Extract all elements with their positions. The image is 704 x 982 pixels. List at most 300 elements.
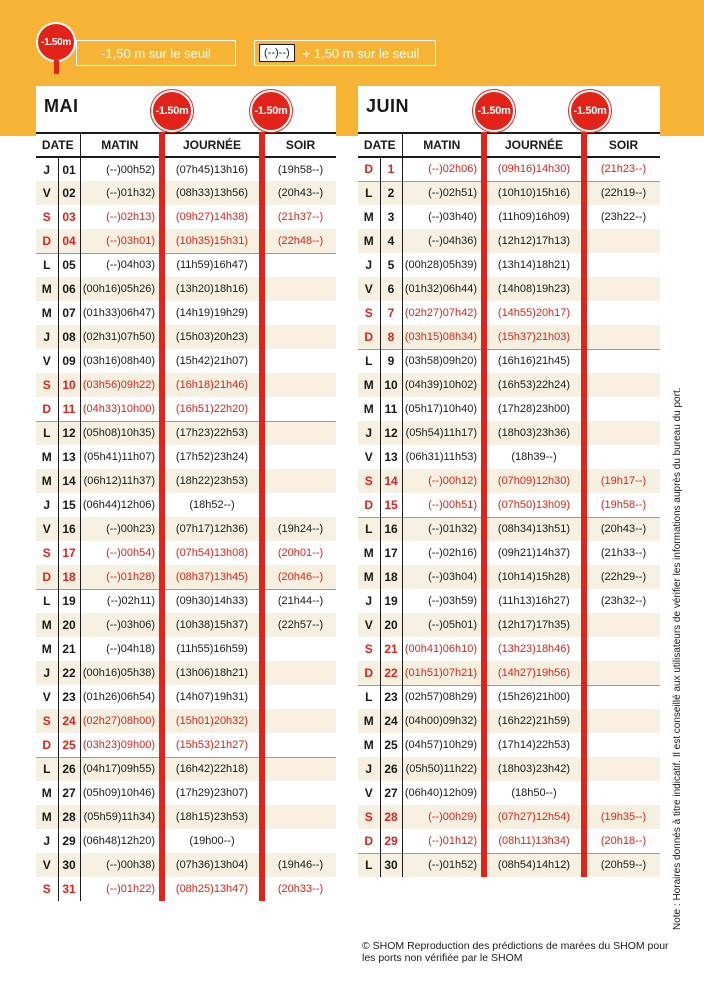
daytime-tide-cell: (13h14)18h21)	[484, 253, 584, 277]
morning-tide-cell: (--)02h11)	[80, 589, 162, 613]
table-row	[358, 469, 660, 493]
table-row	[358, 781, 660, 805]
date-cell: 1	[380, 157, 402, 181]
table-row	[36, 157, 336, 181]
evening-tide-cell	[262, 445, 336, 469]
evening-tide-cell: (19h17--)	[584, 469, 660, 493]
evening-tide-cell	[584, 325, 660, 349]
table-row	[36, 853, 336, 877]
month-title: MAI	[44, 96, 79, 116]
evening-tide-cell	[584, 781, 660, 805]
weekday-cell: J	[358, 421, 380, 445]
date-cell: 16	[58, 517, 80, 541]
evening-tide-cell	[262, 661, 336, 685]
daytime-tide-cell: (15h37)21h03)	[484, 325, 584, 349]
daytime-tide-cell: (09h27)14h38)	[162, 205, 262, 229]
date-cell: 13	[58, 445, 80, 469]
morning-tide-cell: (06h48)12h20)	[80, 829, 162, 853]
date-cell: 14	[380, 469, 402, 493]
daytime-tide-cell: (14h27)19h56)	[484, 661, 584, 685]
table-row	[36, 805, 336, 829]
evening-tide-cell: (19h58--)	[277, 163, 324, 176]
date-cell: 8	[380, 325, 402, 349]
daytime-tide-cell: (17h14)22h53)	[484, 733, 584, 757]
daytime-tide-cell: (09h21)14h37)	[484, 541, 584, 565]
daytime-tide-cell: (10h35)15h31)	[162, 229, 262, 253]
daytime-tide-cell: (13h23)18h46)	[484, 637, 584, 661]
table-row	[36, 205, 336, 229]
table-row	[358, 421, 660, 445]
table-row	[36, 685, 336, 709]
header-matin: MATIN	[402, 133, 484, 157]
morning-tide-cell: (--)00h54)	[80, 541, 162, 565]
evening-tide-cell	[584, 685, 660, 709]
table-row	[358, 805, 660, 829]
daytime-tide-cell: (18h39--)	[484, 445, 584, 469]
daytime-tide-cell: (14h08)19h23)	[484, 277, 584, 301]
weekday-cell: D	[42, 737, 52, 752]
weekday-cell: J	[358, 757, 380, 781]
evening-tide-cell	[262, 373, 336, 397]
table-row	[36, 637, 336, 661]
evening-tide-cell	[584, 637, 660, 661]
daytime-tide-cell: (15h42)21h07)	[162, 349, 262, 373]
evening-tide-cell: (21h33--)	[600, 547, 647, 559]
morning-tide-cell: (--)03h40)	[402, 205, 484, 229]
header-date: DATE	[358, 133, 402, 157]
daytime-tide-cell: (17h28)23h00)	[484, 397, 584, 421]
morning-tide-cell: (02h27)07h42)	[402, 301, 484, 325]
weekday-cell: S	[358, 469, 380, 493]
date-cell: 27	[380, 781, 402, 805]
evening-tide-cell: (20h59--)	[584, 853, 660, 877]
daytime-tide-cell: (19h00--)	[162, 829, 262, 853]
daytime-tide-cell: (08h34)13h51)	[484, 517, 584, 541]
daytime-tide-cell: (07h09)12h30)	[484, 469, 584, 493]
table-row	[36, 421, 336, 445]
evening-tide-cell: (22h29--)	[584, 565, 660, 589]
table-row	[358, 397, 660, 421]
table-row	[36, 541, 336, 565]
evening-tide-cell: (22h19--)	[584, 181, 660, 205]
morning-tide-cell: (--)04h03)	[80, 253, 162, 277]
morning-tide-cell: (01h26)06h54)	[80, 685, 162, 709]
date-cell: 09	[58, 349, 80, 373]
weekday-cell: V	[42, 690, 51, 704]
table-row	[36, 325, 336, 349]
evening-tide-cell: (20h46--)	[262, 565, 336, 589]
morning-tide-cell: (00h16)05h26)	[80, 277, 162, 301]
date-cell: 20	[58, 613, 80, 637]
copyright-notice: © SHOM Reproduction des prédictions de marées du SHOM pour les ports non vérifiée par le SHOM	[362, 940, 669, 964]
date-cell: 13	[380, 445, 402, 469]
table-row	[36, 277, 336, 301]
morning-tide-cell: (--)00h23)	[80, 517, 162, 541]
weekday-cell: S	[364, 642, 373, 656]
morning-tide-cell: (--)02h06)	[402, 157, 484, 181]
table-row	[358, 181, 660, 205]
evening-tide-cell	[584, 421, 660, 445]
date-cell: 06	[58, 277, 80, 301]
morning-tide-cell: (06h12)11h37)	[80, 469, 162, 493]
morning-tide-cell: (--)01h32)	[402, 517, 484, 541]
morning-tide-cell: (05h41)11h07)	[80, 445, 162, 469]
morning-tide-cell: (--)01h52)	[402, 853, 484, 877]
table-row	[36, 517, 336, 541]
table-row	[36, 661, 336, 685]
weekday-cell: M	[363, 738, 374, 752]
table-row	[36, 469, 336, 493]
table-row	[358, 325, 660, 349]
weekday-cell: M	[36, 613, 58, 637]
daytime-tide-cell: (07h45)13h16)	[162, 157, 262, 181]
morning-tide-cell: (--)01h28)	[80, 565, 162, 589]
weekday-cell: S	[42, 210, 51, 224]
evening-tide-cell: (19h58--)	[600, 498, 647, 511]
evening-tide-cell: (21h23--)	[600, 163, 647, 176]
weekday-cell: S	[36, 709, 58, 733]
morning-tide-cell: (--)00h38)	[80, 853, 162, 877]
table-row	[36, 829, 336, 853]
evening-tide-cell	[584, 373, 660, 397]
weekday-cell: M	[363, 402, 374, 416]
date-cell: 31	[58, 877, 80, 901]
daytime-tide-cell: (14h55)20h17)	[484, 301, 584, 325]
table-row	[358, 205, 660, 229]
weekday-cell: M	[36, 469, 58, 493]
daytime-tide-cell: (07h54)13h08)	[162, 541, 262, 565]
date-cell: 02	[58, 181, 80, 205]
daytime-tide-cell: (11h55)16h59)	[162, 637, 262, 661]
table-row	[36, 253, 336, 277]
weekday-cell: J	[43, 498, 51, 512]
weekday-cell: V	[358, 277, 380, 301]
month-panel-juin	[358, 86, 660, 926]
table-row	[358, 493, 660, 517]
table-row	[36, 301, 336, 325]
table-row	[358, 229, 660, 253]
weekday-cell: L	[36, 589, 58, 613]
evening-tide-cell	[262, 781, 336, 805]
morning-tide-cell: (--)02h16)	[402, 541, 484, 565]
morning-tide-cell: (--)03h59)	[402, 589, 484, 613]
daytime-tide-cell: (12h12)17h13)	[484, 229, 584, 253]
weekday-cell: V	[358, 613, 380, 637]
daytime-tide-cell: (09h30)14h33)	[162, 589, 262, 613]
legend-below-threshold: -1,50 m sur le seuil	[76, 40, 236, 66]
morning-tide-cell: (--)03h06)	[80, 613, 162, 637]
date-cell: 21	[58, 637, 80, 661]
date-cell: 30	[58, 853, 80, 877]
weekday-cell: V	[36, 853, 58, 877]
evening-tide-cell: (20h18--)	[600, 834, 647, 847]
daytime-tide-cell: (16h51)22h20)	[162, 397, 262, 421]
evening-tide-cell	[262, 829, 336, 853]
morning-tide-cell: (--)05h01)	[402, 613, 484, 637]
morning-tide-cell: (04h33)10h00)	[80, 397, 162, 421]
date-cell: 23	[380, 685, 402, 709]
evening-tide-cell: (20h43--)	[584, 517, 660, 541]
table-row	[358, 157, 660, 181]
evening-tide-cell	[262, 685, 336, 709]
daytime-tide-cell: (16h53)22h24)	[484, 373, 584, 397]
header-soir: SOIR	[262, 133, 336, 157]
daytime-tide-cell: (08h54)14h12)	[484, 853, 584, 877]
date-cell: 24	[380, 709, 402, 733]
table-row	[358, 853, 660, 877]
date-cell: 25	[380, 733, 402, 757]
table-row	[36, 445, 336, 469]
morning-tide-cell: (--)00h52)	[80, 157, 162, 181]
table-row	[358, 445, 660, 469]
table-row	[358, 757, 660, 781]
threshold-pin-icon-morning: -1.50m	[151, 90, 193, 132]
weekday-cell: S	[358, 805, 380, 829]
daytime-tide-cell: (15h53)21h27)	[162, 733, 262, 757]
date-cell: 23	[58, 685, 80, 709]
weekday-cell: D	[42, 401, 52, 416]
evening-tide-cell: (20h43--)	[262, 181, 336, 205]
morning-tide-cell: (00h16)05h38)	[80, 661, 162, 685]
date-cell: 26	[380, 757, 402, 781]
table-row	[358, 685, 660, 709]
table-row	[358, 541, 660, 565]
morning-tide-cell: (--)00h29)	[402, 805, 484, 829]
morning-tide-cell: (03h23)09h00)	[80, 733, 162, 757]
date-cell: 12	[380, 421, 402, 445]
legend-above-label: + 1,50 m sur le seuil	[302, 45, 420, 61]
weekday-cell: J	[36, 325, 58, 349]
date-cell: 6	[380, 277, 402, 301]
table-row	[36, 349, 336, 373]
date-cell: 21	[380, 637, 402, 661]
table-row	[358, 589, 660, 613]
legend-pin-icon: -1.50m	[36, 22, 76, 62]
daytime-tide-cell: (18h15)23h53)	[162, 805, 262, 829]
evening-tide-cell	[262, 421, 336, 445]
morning-tide-cell: (--)03h04)	[402, 565, 484, 589]
date-cell: 27	[58, 781, 80, 805]
weekday-cell: D	[36, 565, 58, 589]
table-row	[36, 733, 336, 757]
table-row	[36, 181, 336, 205]
legend-pin-stem	[54, 60, 59, 74]
date-cell: 29	[58, 829, 80, 853]
daytime-tide-cell: (13h06)18h21)	[162, 661, 262, 685]
evening-tide-cell: (23h32--)	[600, 595, 647, 607]
evening-tide-cell	[584, 277, 660, 301]
date-cell: 18	[380, 565, 402, 589]
weekday-cell: J	[365, 258, 373, 272]
evening-tide-cell	[584, 661, 660, 685]
weekday-cell: L	[36, 757, 58, 781]
morning-tide-cell: (--)01h12)	[402, 829, 484, 853]
evening-tide-cell: (20h33--)	[277, 883, 324, 895]
daytime-tide-cell: (17h29)23h07)	[162, 781, 262, 805]
evening-tide-cell	[584, 757, 660, 781]
date-cell: 04	[58, 229, 80, 253]
date-cell: 3	[380, 205, 402, 229]
table-row	[36, 613, 336, 637]
daytime-tide-cell: (18h22)23h53)	[162, 469, 262, 493]
daytime-tide-cell: (12h17)17h35)	[484, 613, 584, 637]
weekday-cell: M	[36, 277, 58, 301]
evening-tide-cell	[262, 301, 336, 325]
date-cell: 24	[58, 709, 80, 733]
daytime-tide-cell: (07h17)12h36)	[162, 517, 262, 541]
evening-tide-cell: (21h44--)	[262, 589, 336, 613]
evening-tide-cell	[262, 253, 336, 277]
morning-tide-cell: (--)01h22)	[80, 877, 162, 901]
weekday-cell: D	[364, 833, 374, 848]
morning-tide-cell: (01h32)06h44)	[402, 277, 484, 301]
table-header-row	[36, 133, 336, 157]
daytime-tide-cell: (08h37)13h45)	[162, 565, 262, 589]
weekday-cell: S	[36, 373, 58, 397]
evening-tide-cell	[262, 325, 336, 349]
morning-tide-cell: (--)00h51)	[402, 493, 484, 517]
daytime-tide-cell: (08h33)13h56)	[162, 181, 262, 205]
weekday-cell: D	[364, 162, 374, 177]
evening-tide-cell	[584, 709, 660, 733]
evening-tide-cell: (21h37--)	[277, 211, 324, 223]
evening-tide-cell	[262, 757, 336, 781]
threshold-pin-icon-day: -1.50m	[250, 90, 292, 132]
table-row	[358, 277, 660, 301]
morning-tide-cell: (04h00)09h32)	[402, 709, 484, 733]
side-note: Note : Horaires donnés à titre indicatif. Il est conseillé aux utilisateurs de vérifier les informations auprès du bureau du port.	[672, 387, 683, 930]
evening-tide-cell	[262, 277, 336, 301]
morning-tide-cell: (05h59)11h34)	[80, 805, 162, 829]
date-cell: 22	[380, 661, 402, 685]
evening-tide-cell: (23h22--)	[600, 211, 647, 223]
daytime-tide-cell: (18h03)23h36)	[484, 421, 584, 445]
evening-tide-cell	[262, 397, 336, 421]
tide-table	[358, 132, 660, 877]
weekday-cell: J	[365, 594, 373, 608]
date-cell: 11	[58, 397, 80, 421]
evening-tide-cell: (22h57--)	[262, 613, 336, 637]
weekday-cell: L	[358, 685, 380, 709]
weekday-cell: J	[43, 162, 51, 177]
morning-tide-cell: (03h58)09h20)	[402, 349, 484, 373]
month-title: JUIN	[366, 96, 410, 116]
morning-tide-cell: (02h57)08h29)	[402, 685, 484, 709]
morning-tide-cell: (06h44)12h06)	[80, 493, 162, 517]
daytime-tide-cell: (08h25)13h47)	[162, 877, 262, 901]
weekday-cell: M	[358, 373, 380, 397]
date-cell: 17	[380, 541, 402, 565]
morning-tide-cell: (00h41)06h10)	[402, 637, 484, 661]
date-cell: 03	[58, 205, 80, 229]
table-row	[36, 565, 336, 589]
evening-tide-cell	[584, 229, 660, 253]
evening-tide-cell	[262, 709, 336, 733]
weekday-cell: V	[36, 517, 58, 541]
weekday-cell: M	[363, 210, 374, 224]
table-row	[36, 589, 336, 613]
weekday-cell: M	[41, 450, 52, 464]
evening-tide-cell	[262, 493, 336, 517]
evening-tide-cell	[262, 733, 336, 757]
date-cell: 2	[380, 181, 402, 205]
table-row	[36, 709, 336, 733]
table-header-row	[358, 133, 660, 157]
table-row	[358, 613, 660, 637]
daytime-tide-cell: (11h13)16h27)	[484, 589, 584, 613]
evening-tide-cell	[584, 613, 660, 637]
weekday-cell: J	[43, 834, 51, 848]
date-cell: 15	[58, 493, 80, 517]
table-row	[358, 709, 660, 733]
table-row	[36, 373, 336, 397]
date-cell: 14	[58, 469, 80, 493]
weekday-cell: V	[364, 786, 373, 800]
table-row	[358, 829, 660, 853]
daytime-tide-cell: (15h03)20h23)	[162, 325, 262, 349]
morning-tide-cell: (--)04h18)	[80, 637, 162, 661]
weekday-cell: D	[36, 229, 58, 253]
table-row	[36, 493, 336, 517]
morning-tide-cell: (04h39)10h02)	[402, 373, 484, 397]
evening-tide-cell: (19h35--)	[584, 805, 660, 829]
weekday-cell: D	[358, 325, 380, 349]
weekday-cell: M	[41, 306, 52, 320]
morning-tide-cell: (05h50)11h22)	[402, 757, 484, 781]
table-row	[36, 757, 336, 781]
header-soir: SOIR	[584, 133, 660, 157]
daytime-tide-cell: (10h14)15h28)	[484, 565, 584, 589]
evening-tide-cell	[262, 805, 336, 829]
date-cell: 11	[380, 397, 402, 421]
weekday-cell: M	[41, 642, 52, 656]
date-cell: 28	[380, 805, 402, 829]
table-row	[358, 661, 660, 685]
weekday-cell: M	[358, 709, 380, 733]
morning-tide-cell: (--)03h01)	[80, 229, 162, 253]
date-cell: 08	[58, 325, 80, 349]
weekday-cell: L	[36, 253, 58, 277]
morning-tide-cell: (04h57)10h29)	[402, 733, 484, 757]
daytime-tide-cell: (16h42)22h18)	[162, 757, 262, 781]
morning-tide-cell: (04h17)09h55)	[80, 757, 162, 781]
morning-tide-cell: (03h16)08h40)	[80, 349, 162, 373]
table-row	[36, 397, 336, 421]
table-row	[358, 565, 660, 589]
evening-tide-cell	[584, 253, 660, 277]
morning-tide-cell: (--)02h13)	[80, 205, 162, 229]
header-journee: JOURNÉE	[484, 133, 584, 157]
weekday-cell: M	[358, 229, 380, 253]
table-row	[358, 253, 660, 277]
daytime-tide-cell: (16h16)21h45)	[484, 349, 584, 373]
table-row	[36, 781, 336, 805]
daytime-tide-cell: (17h23)22h53)	[162, 421, 262, 445]
table-row	[358, 373, 660, 397]
evening-tide-cell	[584, 301, 660, 325]
date-cell: 7	[380, 301, 402, 325]
daytime-tide-cell: (14h07)19h31)	[162, 685, 262, 709]
threshold-pin-icon-day: -1.50m	[569, 90, 611, 132]
evening-tide-cell: (20h01--)	[277, 547, 324, 559]
evening-tide-cell	[262, 349, 336, 373]
weekday-cell: D	[364, 497, 374, 512]
date-cell: 10	[380, 373, 402, 397]
daytime-tide-cell: (11h09)16h09)	[484, 205, 584, 229]
date-cell: 17	[58, 541, 80, 565]
date-cell: 15	[380, 493, 402, 517]
date-cell: 12	[58, 421, 80, 445]
